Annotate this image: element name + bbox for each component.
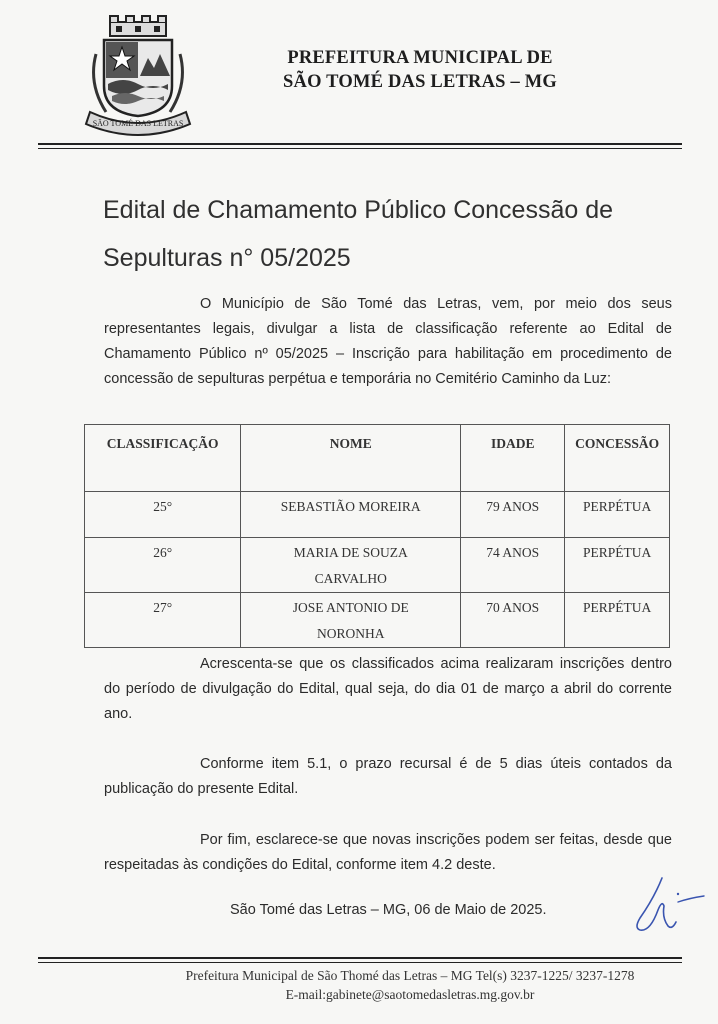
municipal-coat-of-arms: [82, 14, 194, 138]
header-title-line1: PREFEITURA MUNICIPAL DE: [287, 48, 553, 68]
paragraph-acrescenta-text: Acrescenta-se que os classificados acima realizaram inscrições dentro do período de divulgação do Edital, qual seja, do dia 01 de março a abril do corrente ano.: [104, 656, 672, 722]
cell-nome: [241, 593, 461, 648]
footer: [150, 966, 670, 1004]
cell-concessao: PERPÉTUA: [565, 538, 670, 593]
header-title-line2: SÃO TOMÉ DAS LETRAS – MG: [283, 72, 557, 92]
cell-classificacao: 25°: [85, 492, 241, 538]
footer-contact: Prefeitura Municipal de São Thomé das Letras – MG Tel(s) 3237-1225/ 3237-1278: [185, 968, 635, 983]
paragraph-prazo-recursal-text: Conforme item 5.1, o prazo recursal é de 5 dias úteis contados da publicação do presente Edital.: [104, 756, 672, 797]
cell-nome-text: MARIA DE SOUZA CARVALHO: [293, 545, 408, 586]
place-and-date: São Tomé das Letras – MG, 06 de Maio de 2025.: [230, 902, 547, 918]
cell-nome: [241, 492, 461, 538]
header-concessao: [565, 425, 670, 492]
signature-mark: [628, 872, 712, 936]
cell-idade: 74 ANOS: [461, 538, 565, 593]
table-row: [85, 492, 670, 538]
classification-table: [84, 424, 670, 648]
table-row: [85, 593, 670, 648]
cell-concessao: PERPÉTUA: [565, 593, 670, 648]
cell-idade: 79 ANOS: [461, 492, 565, 538]
header-classificacao: CLASSIFICAÇÃO: [85, 425, 241, 492]
header-divider: [38, 143, 682, 145]
intro-text: O Município de São Tomé das Letras, vem, por meio dos seus representantes legais, divulgar a lista de classificação referente ao Edital de Chamamento Público nº 05/2025 – Inscrição para habilitação em procedimento de concessão de sepulturas perpétua e temporária no Cemitério Caminho da Luz:: [104, 296, 672, 387]
header-nome: NOME: [241, 425, 461, 492]
crest-motto: SÃO TOMÉ DAS LETRAS: [92, 119, 184, 128]
header-concessao-label: CONCESSÃO: [575, 436, 660, 451]
cell-nome-text: SEBASTIÃO MOREIRA: [280, 499, 421, 514]
paragraph-prazo-recursal: [104, 752, 672, 802]
header-divider-thin: [38, 148, 682, 149]
cell-nome: [241, 538, 461, 593]
cell-nome-text: JOSE ANTONIO DE NORONHA: [292, 600, 409, 641]
footer-email: E-mail:gabinete@saotomedasletras.mg.gov.br: [285, 987, 535, 1002]
footer-divider-thin: [38, 962, 682, 963]
cell-classificacao: 27°: [85, 593, 241, 648]
paragraph-acrescenta: [104, 652, 672, 727]
table-row: [85, 538, 670, 593]
intro-paragraph: [104, 292, 672, 392]
footer-divider: [38, 957, 682, 959]
cell-classificacao: 26°: [85, 538, 241, 593]
table-header-row: [85, 425, 670, 492]
cell-concessao: PERPÉTUA: [565, 492, 670, 538]
paragraph-por-fim-text: Por fim, esclarece-se que novas inscrições podem ser feitas, desde que respeitadas às condições do Edital, conforme item 4.2 deste.: [104, 832, 672, 873]
header-idade: IDADE: [461, 425, 565, 492]
paragraph-por-fim: [104, 828, 672, 878]
header-title: [250, 46, 590, 94]
document-title: Edital de Chamamento Público Concessão de Sepulturas n° 05/2025: [103, 196, 614, 272]
cell-idade: 70 ANOS: [461, 593, 565, 648]
